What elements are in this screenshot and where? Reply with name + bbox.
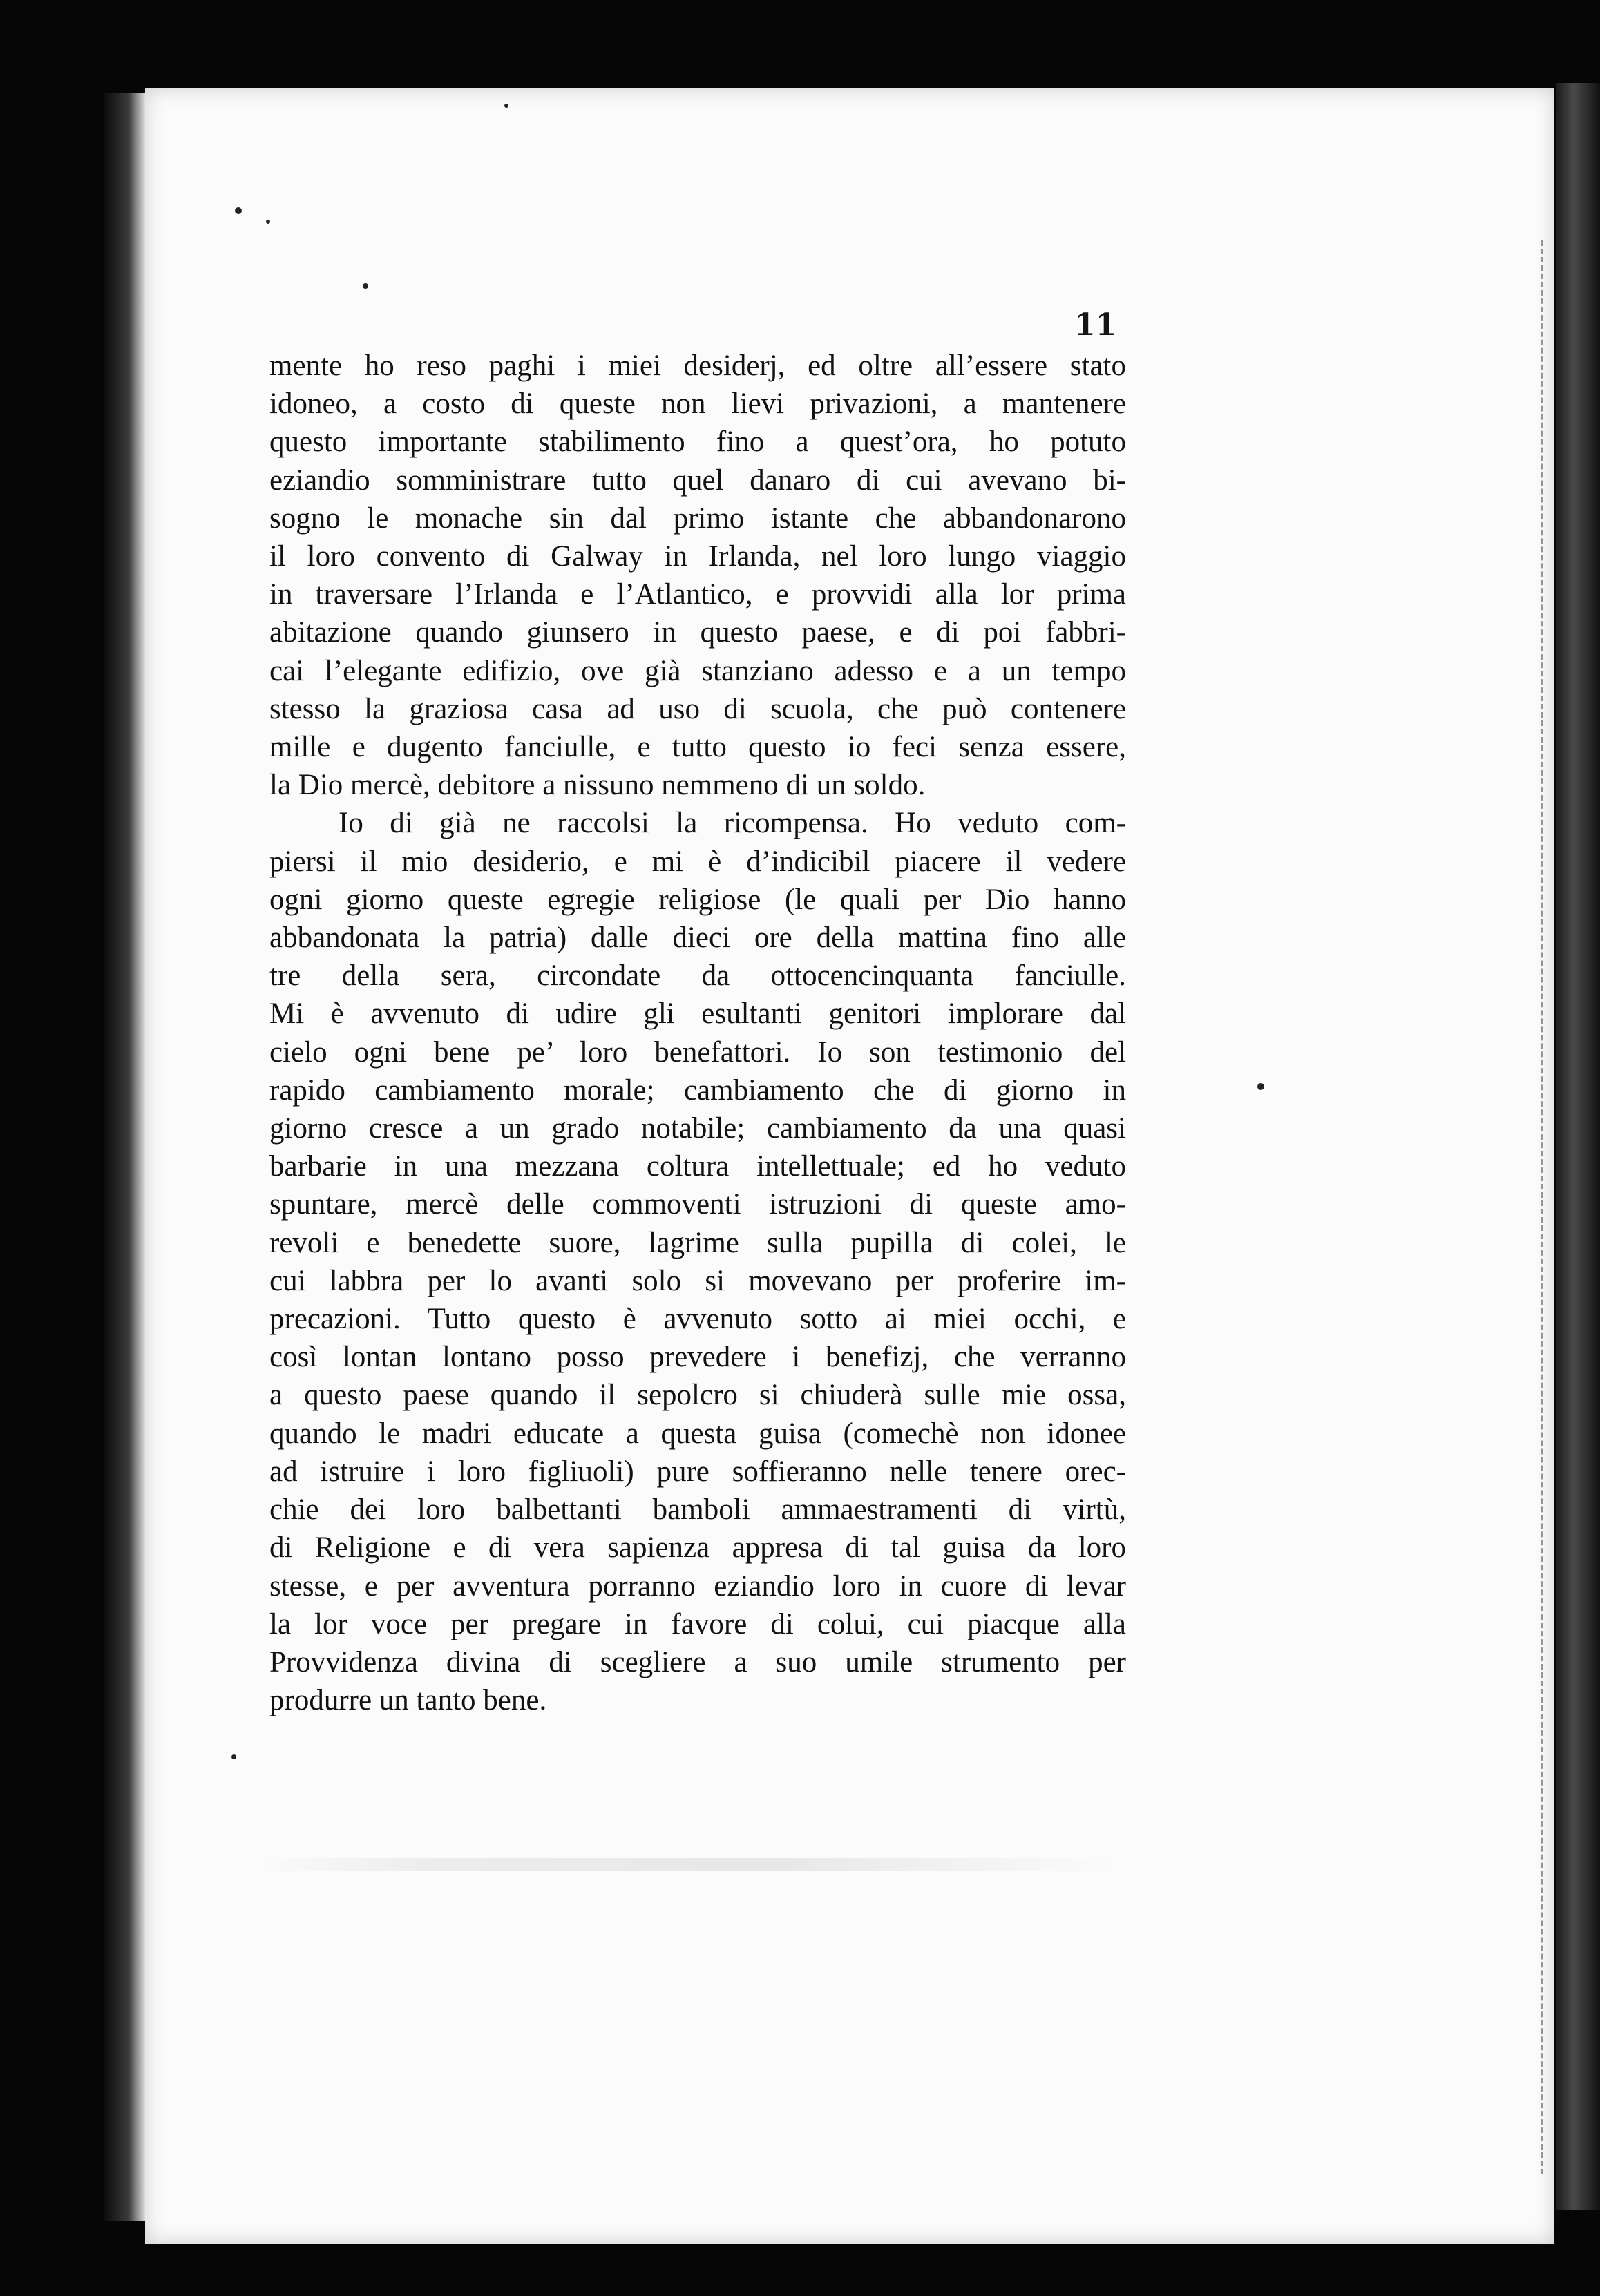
paragraph-2 (269, 804, 1126, 1719)
text-line: spuntare, mercè delle commoventi istruzioni di queste amo- (269, 1188, 1126, 1221)
speck-mark (1257, 1083, 1264, 1090)
text-line: giorno cresce a un grado notabile; cambiamento da una quasi (269, 1112, 1126, 1145)
text-line: cai l’elegante edifizio, ove già stanziano adesso e a un tempo (269, 654, 1126, 687)
text-line: ogni giorno queste egregie religiose (le quali per Dio hanno (269, 883, 1126, 916)
body-text (269, 347, 1126, 1719)
text-line: eziandio somministrare tutto quel danaro di cui avevano bi- (269, 463, 1126, 497)
text-line: di Religione e di vera sapienza appresa di tal guisa da loro (269, 1531, 1126, 1565)
speck-mark (235, 207, 242, 214)
speck-mark (504, 104, 508, 108)
text-line: revoli e benedette suore, lagrime sulla pupilla di colei, le (269, 1226, 1126, 1259)
text-line: Io di già ne raccolsi la ricompensa. Ho veduto com- (339, 807, 1126, 840)
text-line: mente ho reso paghi i miei desiderj, ed oltre all’essere stato (269, 350, 1126, 382)
page-edge-artifact (1541, 240, 1543, 2174)
text-line: stesso la graziosa casa ad uso di scuola, che può contenere (269, 692, 1126, 725)
text-line: in traversare l’Irlanda e l’Atlantico, e provvidi alla lor prima (269, 578, 1126, 611)
text-line: stesse, e per avventura porranno eziandio loro in cuore di levar (269, 1569, 1126, 1603)
text-line: sogno le monache sin dal primo istante che abbandonarono (269, 501, 1126, 535)
bleed-through-line (256, 1858, 1119, 1871)
text-line: mille e dugento fanciulle, e tutto questo io feci senza essere, (269, 731, 1126, 764)
text-line: Mi è avvenuto di udire gli esultanti genitori implorare dal (269, 997, 1126, 1031)
text-line: barbarie in una mezzana coltura intellettuale; ed ho veduto (269, 1150, 1126, 1183)
book-edge-shadow (1556, 83, 1600, 2210)
page-number: 11 (1074, 307, 1117, 343)
text-line: il loro convento di Galway in Irlanda, nel loro lungo viaggio (269, 540, 1126, 573)
text-line: abitazione quando giunsero in questo paese, e di poi fabbri- (269, 616, 1126, 649)
text-line: chie dei loro balbettanti bamboli ammaestramenti di virtù, (269, 1493, 1126, 1527)
text-line: ad istruire i loro figliuoli) pure soffieranno nelle tenere orec- (269, 1455, 1126, 1488)
book-spine-shadow (104, 93, 145, 2221)
text-line: precazioni. Tutto questo è avvenuto sotto ai miei occhi, e (269, 1303, 1126, 1336)
text-line: cielo ogni bene pe’ loro benefattori. Io son testimonio del (269, 1035, 1126, 1069)
text-line: rapido cambiamento morale; cambiamento che di giorno in (269, 1073, 1126, 1107)
text-line: cui labbra per lo avanti solo si movevano per proferire im- (269, 1264, 1126, 1297)
text-line: piersi il mio desiderio, e mi è d’indicibil piacere il vedere (269, 845, 1126, 878)
text-line: tre della sera, circondate da ottocencinquanta fanciulle. (269, 959, 1126, 993)
speck-mark (363, 283, 368, 289)
paragraph-1 (269, 347, 1126, 804)
text-line: la lor voce per pregare in favore di colui, cui piacque alla (269, 1607, 1126, 1640)
text-line: la Dio mercè, debitore a nissuno nemmeno di un soldo. (269, 769, 926, 802)
text-line: a questo paese quando il sepolcro si chiuderà sulle mie ossa, (269, 1379, 1126, 1412)
text-line: produrre un tanto bene. (269, 1684, 547, 1717)
text-line: idoneo, a costo di queste non lievi privazioni, a mantenere (269, 388, 1126, 421)
speck-mark (266, 220, 270, 224)
text-line: Provvidenza divina di scegliere a suo umile strumento per (269, 1645, 1126, 1678)
text-line: questo importante stabilimento fino a quest’ora, ho potuto (269, 425, 1126, 459)
text-line: quando le madri educate a questa guisa (comechè non idonee (269, 1417, 1126, 1450)
text-line: così lontan lontano posso prevedere i benefizj, che verranno (269, 1341, 1126, 1374)
text-line: abbandonata la patria) dalle dieci ore della mattina fino alle (269, 921, 1126, 955)
speck-mark (231, 1754, 236, 1759)
